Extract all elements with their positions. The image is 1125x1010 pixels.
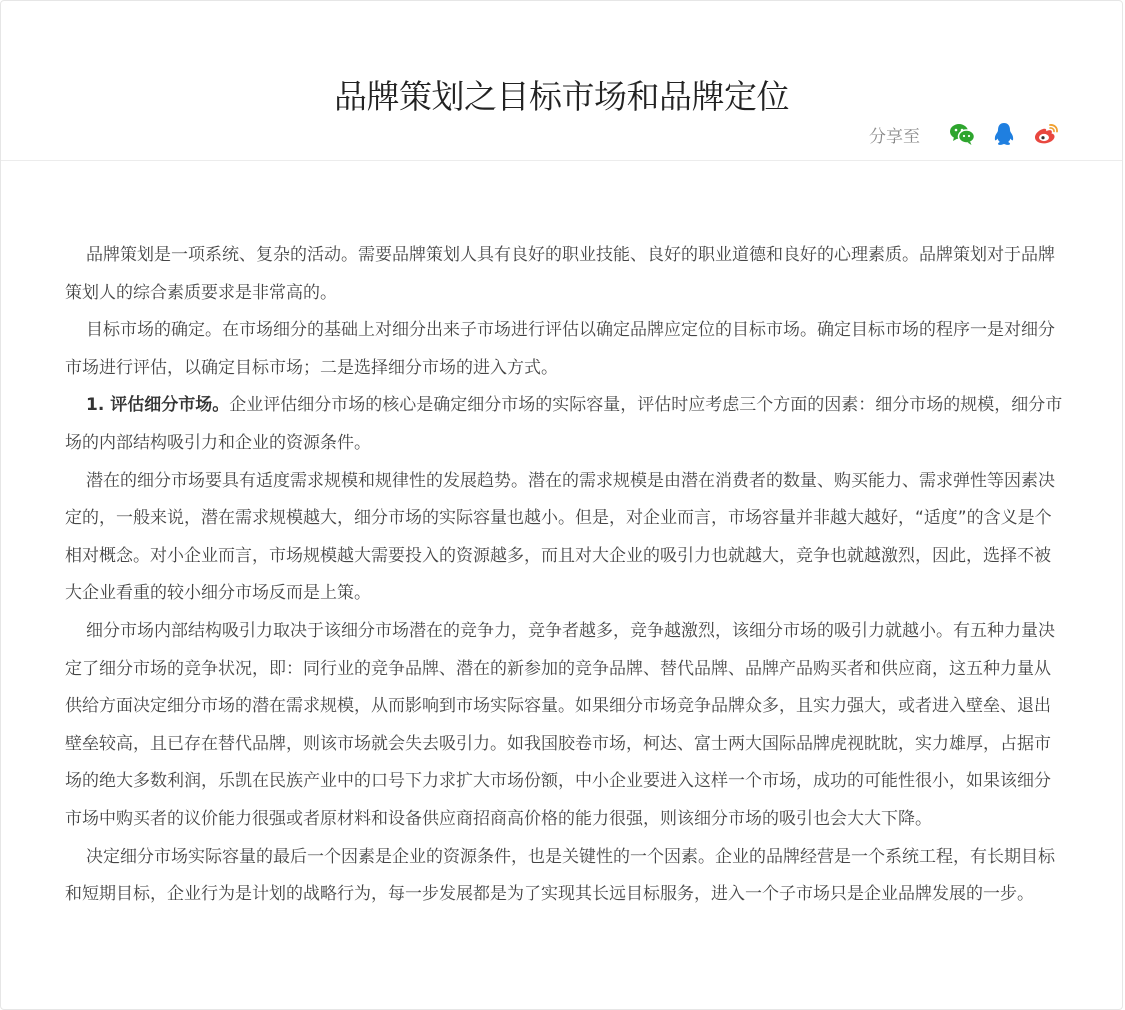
article-body xyxy=(65,237,1063,914)
wechat-icon[interactable] xyxy=(948,120,976,148)
paragraph: 品牌策划是一项系统、复杂的活动。需要品牌策划人具有良好的职业技能、良好的职业道德和良好的心理素质。品牌策划对于品牌策划人的综合素质要求是非常高的。 xyxy=(65,245,1055,303)
share-label: 分享至 xyxy=(869,126,920,147)
paragraph: 细分市场内部结构吸引力取决于该细分市场潜在的竞争力，竞争者越多，竞争越激烈，该细分市场的吸引力就越小。有五种力量决定了细分市场的竞争状况，即：同行业的竞争品牌、潜在的新参加的竞争品牌、替代品牌、品牌产品购买者和供应商，这五种力量从供给方面决定细分市场的潜在需求规模，从而影响到市场实际容量。如果细分市场竞争品牌众多，且实力强大，或者进入壁垒、退出壁垒较高，且已存在替代品牌，则该市场就会失去吸引力。如我国胶卷市场，柯达、富士两大国际品牌虎视眈眈，实力雄厚，占据市场的绝大多数利润，乐凯在民族产业中的口号下力求扩大市场份额，中小企业要进入这样一个市场，成功的可能性很小，如果该细分市场中购买者的议价能力很强或者原材料和设备供应商招商高价格的能力很强，则该细分市场的吸引也会大大下降。 xyxy=(65,620,1055,829)
paragraph: 目标市场的确定。在市场细分的基础上对细分出来子市场进行评估以确定品牌应定位的目标市场。确定目标市场的程序一是对细分市场进行评估，以确定目标市场；二是选择细分市场的进入方式。 xyxy=(65,320,1055,378)
qq-icon[interactable] xyxy=(990,120,1018,148)
share-bar xyxy=(869,120,1060,148)
paragraph: 潜在的细分市场要具有适度需求规模和规律性的发展趋势。潜在的需求规模是由潜在消费者的数量、购买能力、需求弹性等因素决定的，一般来说，潜在需求规模越大，细分市场的实际容量也越小。但是，对企业而言，市场容量并非越大越好，“适度”的含义是个相对概念。对小企业而言，市场规模越大需要投入的资源越多，而且对大企业的吸引力也就越大，竞争也就越激烈，因此，选择不被大企业看重的较小细分市场反而是上策。 xyxy=(65,470,1055,604)
paragraph: 决定细分市场实际容量的最后一个因素是企业的资源条件，也是关键性的一个因素。企业的品牌经营是一个系统工程，有长期目标和短期目标，企业行为是计划的战略行为，每一步发展都是为了实现其长远目标服务，进入一个子市场只是企业品牌发展的一步。 xyxy=(65,846,1055,905)
article-header xyxy=(1,1,1122,161)
weibo-icon[interactable] xyxy=(1032,120,1060,148)
paragraph: 1. 评估细分市场。企业评估细分市场的核心是确定细分市场的实际容量，评估时应考虑三个方面的因素：细分市场的规模，细分市场的内部结构吸引力和企业的资源条件。 xyxy=(65,395,1063,453)
page-title: 品牌策划之目标市场和品牌定位 xyxy=(334,77,789,117)
section-heading: 1. 评估细分市场。 xyxy=(86,395,230,416)
